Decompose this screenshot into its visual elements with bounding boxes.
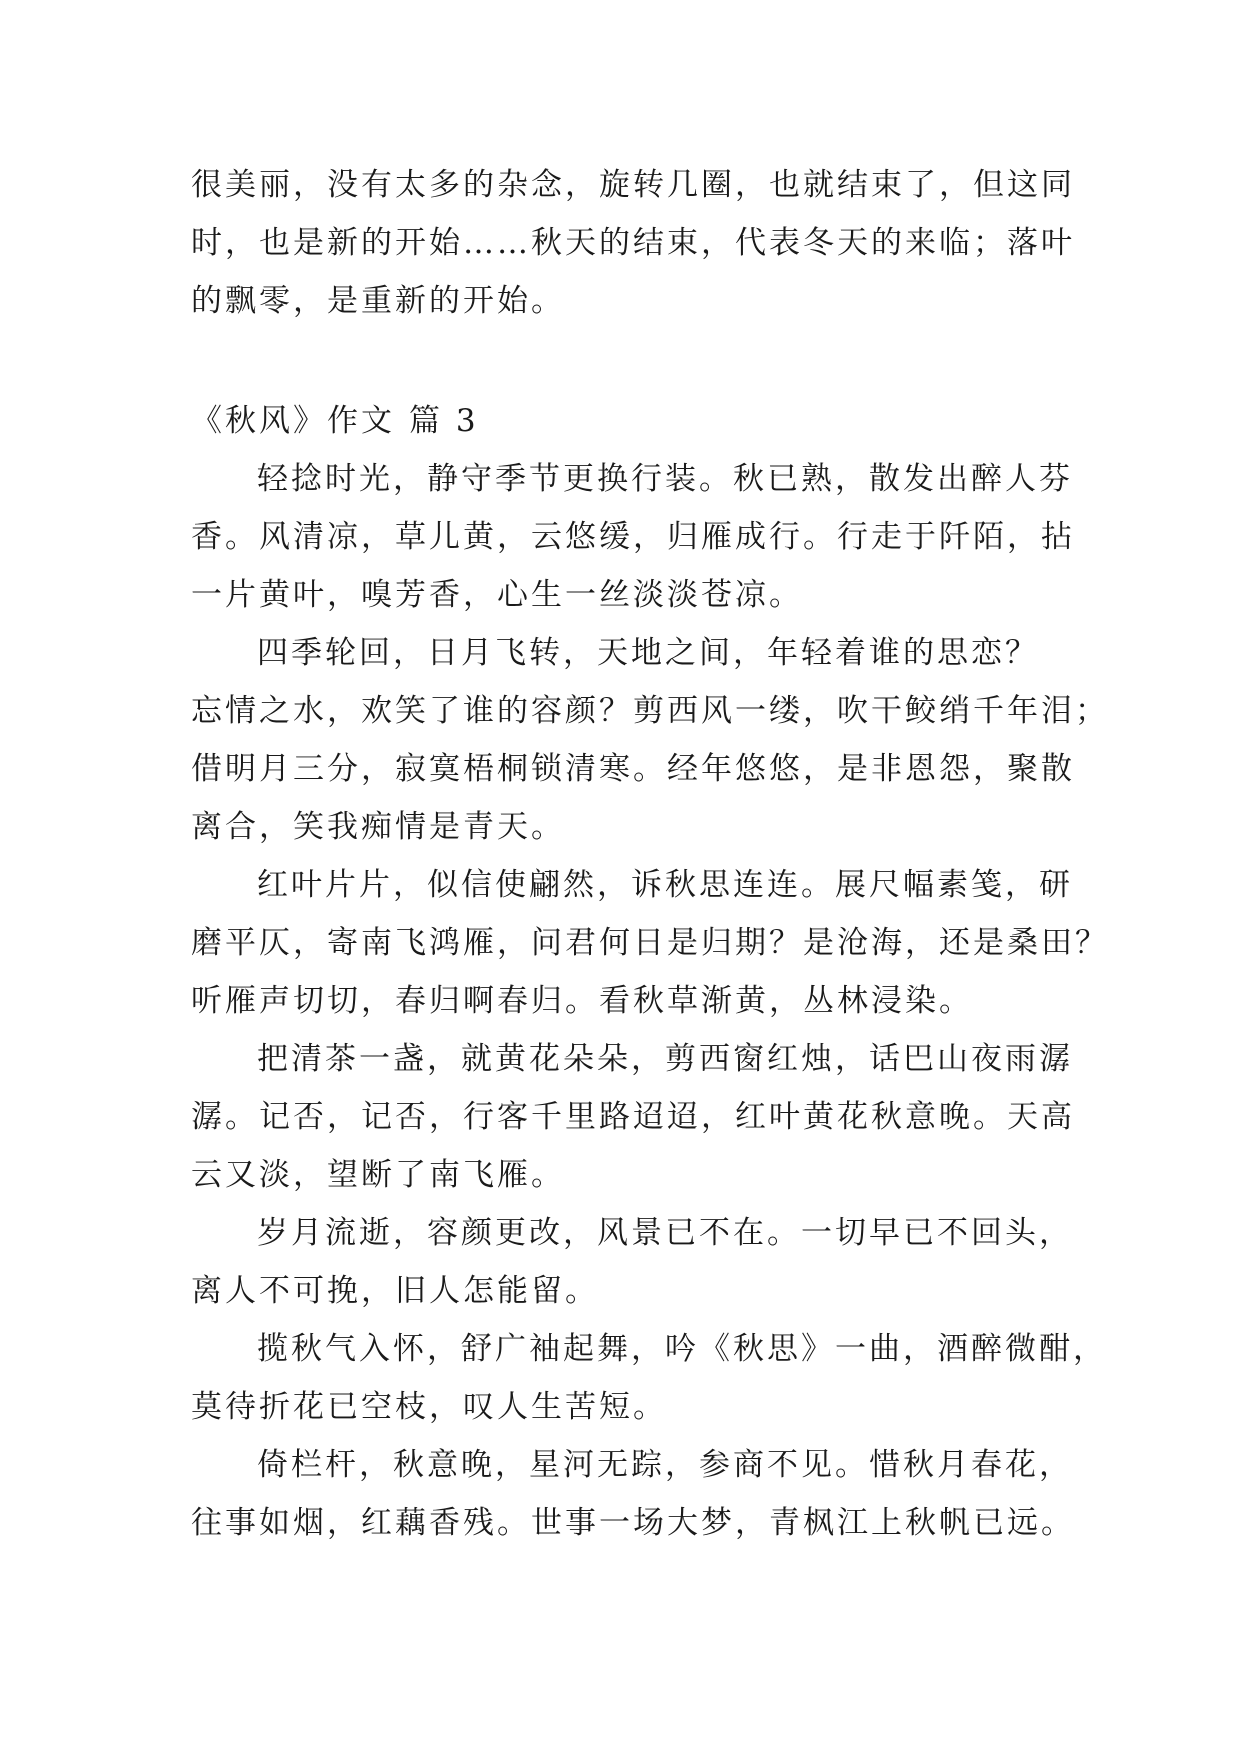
- text-line: 时，也是新的开始……秋天的结束，代表冬天的来临；落叶: [191, 225, 1075, 261]
- text-line: 四季轮回，日月飞转，天地之间，年轻着谁的思恋？: [257, 635, 1039, 671]
- section-title: 《秋风》作文: [191, 403, 395, 439]
- text-line: 莫待折花已空枝，叹人生苦短。: [191, 1389, 667, 1425]
- section-number: 篇 3: [409, 403, 479, 439]
- text-line: 潺。记否，记否，行客千里路迢迢，红叶黄花秋意晚。天高: [191, 1099, 1075, 1135]
- text-line: 揽秋气入怀，舒广袖起舞，吟《秋思》一曲，酒醉微酣，: [257, 1331, 1107, 1367]
- paragraph-6: [191, 1320, 1107, 1436]
- text-line: 往事如烟，红藕香残。世事一场大梦，青枫江上秋帆已远。: [191, 1505, 1075, 1541]
- text-line: 轻捻时光，静守季节更换行装。秋已熟，散发出醉人芬: [257, 461, 1073, 497]
- text-line: 一片黄叶，嗅芳香，心生一丝淡淡苍凉。: [191, 577, 803, 613]
- text-line: 岁月流逝，容颜更改，风景已不在。一切早已不回头，: [257, 1215, 1073, 1251]
- document-body: [191, 156, 1109, 1552]
- text-line: 香。风清凉，草儿黄，云悠缓，归雁成行。行走于阡陌，拈: [191, 519, 1075, 555]
- text-line: 红叶片片，似信使翩然，诉秋思连连。展尺幅素笺，研: [257, 867, 1073, 903]
- text-line: 磨平仄，寄南飞鸿雁，问君何日是归期？是沧海，还是桑田？: [191, 925, 1109, 961]
- text-line: 很美丽，没有太多的杂念，旋转几圈，也就结束了，但这同: [191, 167, 1075, 203]
- text-line: 倚栏杆，秋意晚，星河无踪，参商不见。惜秋月春花，: [257, 1447, 1073, 1483]
- text-line: 借明月三分，寂寞梧桐锁清寒。经年悠悠，是非恩怨，聚散: [191, 751, 1075, 787]
- text-line: 忘情之水，欢笑了谁的容颜？剪西风一缕，吹干鲛绡千年泪；: [191, 693, 1109, 729]
- paragraph-4: [191, 1030, 1075, 1204]
- paragraph-1: [191, 450, 1075, 624]
- paragraph-7: [191, 1436, 1075, 1552]
- paragraph-2: [191, 624, 1109, 856]
- text-line: 把清茶一盏，就黄花朵朵，剪西窗红烛，话巴山夜雨潺: [257, 1041, 1073, 1077]
- text-line: 离合，笑我痴情是青天。: [191, 809, 565, 845]
- text-line: 离人不可挽，旧人怎能留。: [191, 1273, 599, 1309]
- section-gap: [191, 330, 1061, 392]
- text-line: 的飘零，是重新的开始。: [191, 283, 565, 319]
- section-heading: [191, 392, 1061, 450]
- text-line: 听雁声切切，春归啊春归。看秋草渐黄，丛林浸染。: [191, 983, 973, 1019]
- intro-paragraph: [191, 156, 1075, 330]
- text-line: 云又淡，望断了南飞雁。: [191, 1157, 565, 1193]
- paragraph-3: [191, 856, 1109, 1030]
- paragraph-5: [191, 1204, 1073, 1320]
